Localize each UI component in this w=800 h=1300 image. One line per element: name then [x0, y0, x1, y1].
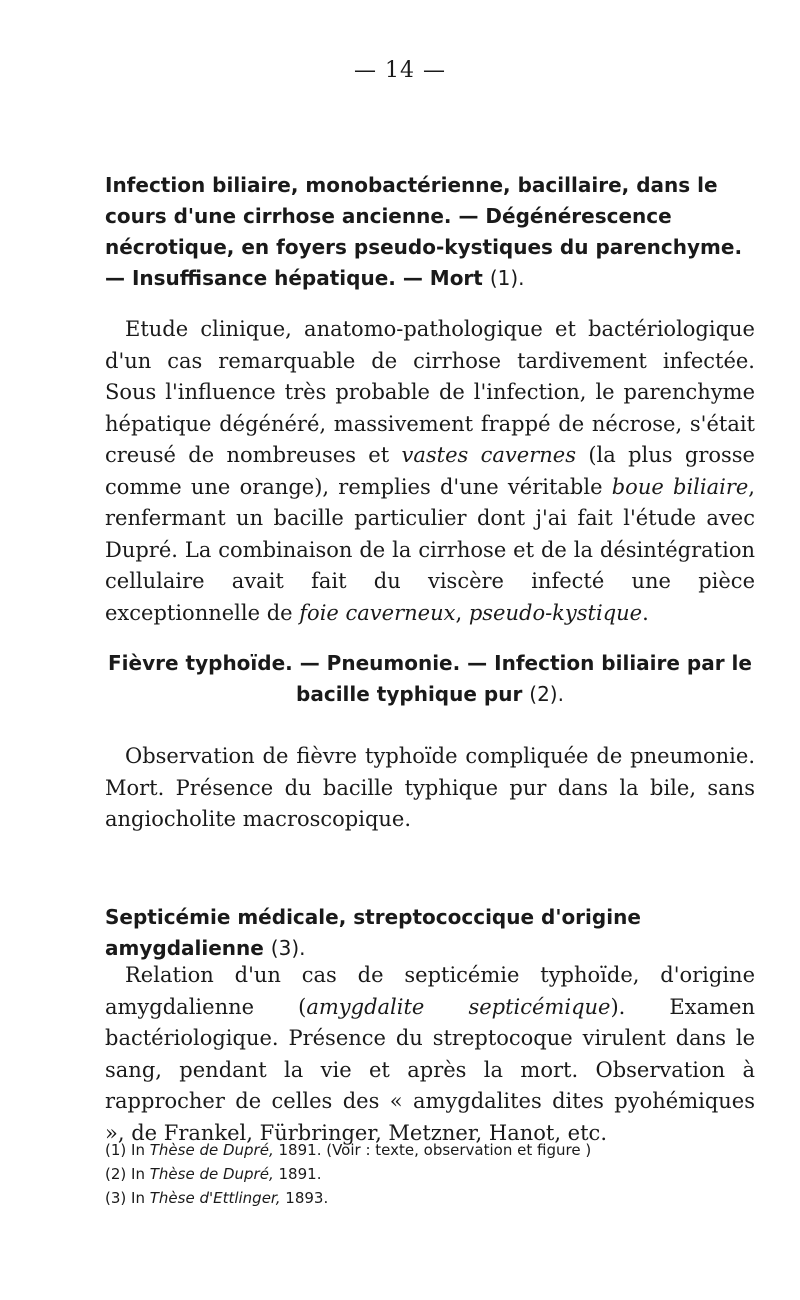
section-3-heading-text: Septicémie médicale, streptococcique d'origine amygdalienne [105, 905, 641, 960]
footnote-1-number: (1) [105, 1141, 127, 1159]
section-1-body-text-5: . [642, 600, 649, 625]
footnote-2 [105, 1162, 755, 1186]
page-number: — 14 — [354, 58, 446, 83]
footnote-3-pre: In [131, 1189, 145, 1207]
footnote-3-post: 1893. [285, 1189, 329, 1207]
footnote-2-pre: In [131, 1165, 145, 1183]
section-3-heading [105, 902, 755, 964]
footnote-3 [105, 1186, 755, 1210]
section-1-body-em-3: foie caverneux [299, 600, 456, 625]
section-2-heading-text: Fièvre typhoïde. — Pneumonie. — Infection biliaire par le bacille typhique pur [108, 651, 752, 706]
section-1-body-text-2: (la plus grosse comme une orange), remplies d'une véritable [105, 443, 755, 499]
footnote-2-number: (2) [105, 1165, 127, 1183]
section-3-body-em-1: amygdalite septicémique [306, 994, 611, 1019]
footnote-3-title: Thèse d'Ettlinger, [149, 1189, 281, 1207]
section-1-body-em-2: boue biliaire [611, 474, 749, 499]
section-2-body [105, 741, 755, 836]
section-1-body-text-1: Etude clinique, anatomo-pathologique et bactériologique d'un cas remarquable de cirrhose tardivement infectée. Sous l'influence très probable de l'infection, le parenchyme hépatique dégénéré, massivement frappé de nécrose, s'était creusé de nombreuses et [105, 317, 755, 467]
section-1-heading [105, 170, 755, 294]
footnote-1-title: Thèse de Dupré, [149, 1141, 274, 1159]
section-1-heading-ref: (1). [489, 266, 525, 290]
section-3-body-text-1: Relation d'un cas de septicémie typhoïde, d'origine amygdalienne ( [105, 963, 755, 1019]
section-3-body-text-2: ). Examen bactériologique. Présence du streptocoque virulent dans le sang, pendant la vie et après la mort. Observation à rapprocher de celles des « amygdalites dites pyohémiques », de Frankel, Fürbringer, Metzner, Hanot, etc. [105, 994, 755, 1145]
footnote-1-post: 1891. (Voir : texte, observation et figure ) [278, 1141, 592, 1159]
section-1-body-em-4: pseudo-kystique [468, 600, 643, 625]
section-3-body [105, 960, 755, 1149]
section-1-body-text-3: , renfermant un bacille particulier dont j'ai fait l'étude avec Dupré. La combinaison de la cirrhose et de la désintégration cellulaire avait fait du viscère infecté une pièce exceptionnelle de [105, 474, 755, 625]
section-2-body-text: Observation de fièvre typhoïde compliquée de pneumonie. Mort. Présence du bacille typhique pur dans la bile, sans angiocholite macroscopique. [105, 744, 755, 831]
footnote-2-title: Thèse de Dupré, [149, 1165, 274, 1183]
section-1-body-text-4: , [455, 600, 463, 625]
footnotes [105, 1138, 755, 1210]
footnote-3-number: (3) [105, 1189, 127, 1207]
section-2-heading-ref: (2). [529, 682, 564, 706]
footnote-1-pre: In [131, 1141, 145, 1159]
section-1-body [105, 314, 755, 629]
section-3-heading-ref: (3). [270, 936, 306, 960]
section-2-heading [105, 648, 755, 710]
section-1-body-em-1: vastes cavernes [401, 443, 576, 467]
section-1-heading-text: Infection biliaire, monobactérienne, bacillaire, dans le cours d'une cirrhose ancienne. — Dégénérescence nécrotique, en foyers pseudo-kystiques du parenchyme. — Insuffisance hépatique. — Mort [105, 173, 743, 290]
footnote-1 [105, 1138, 755, 1162]
footnote-2-post: 1891. [278, 1165, 322, 1183]
